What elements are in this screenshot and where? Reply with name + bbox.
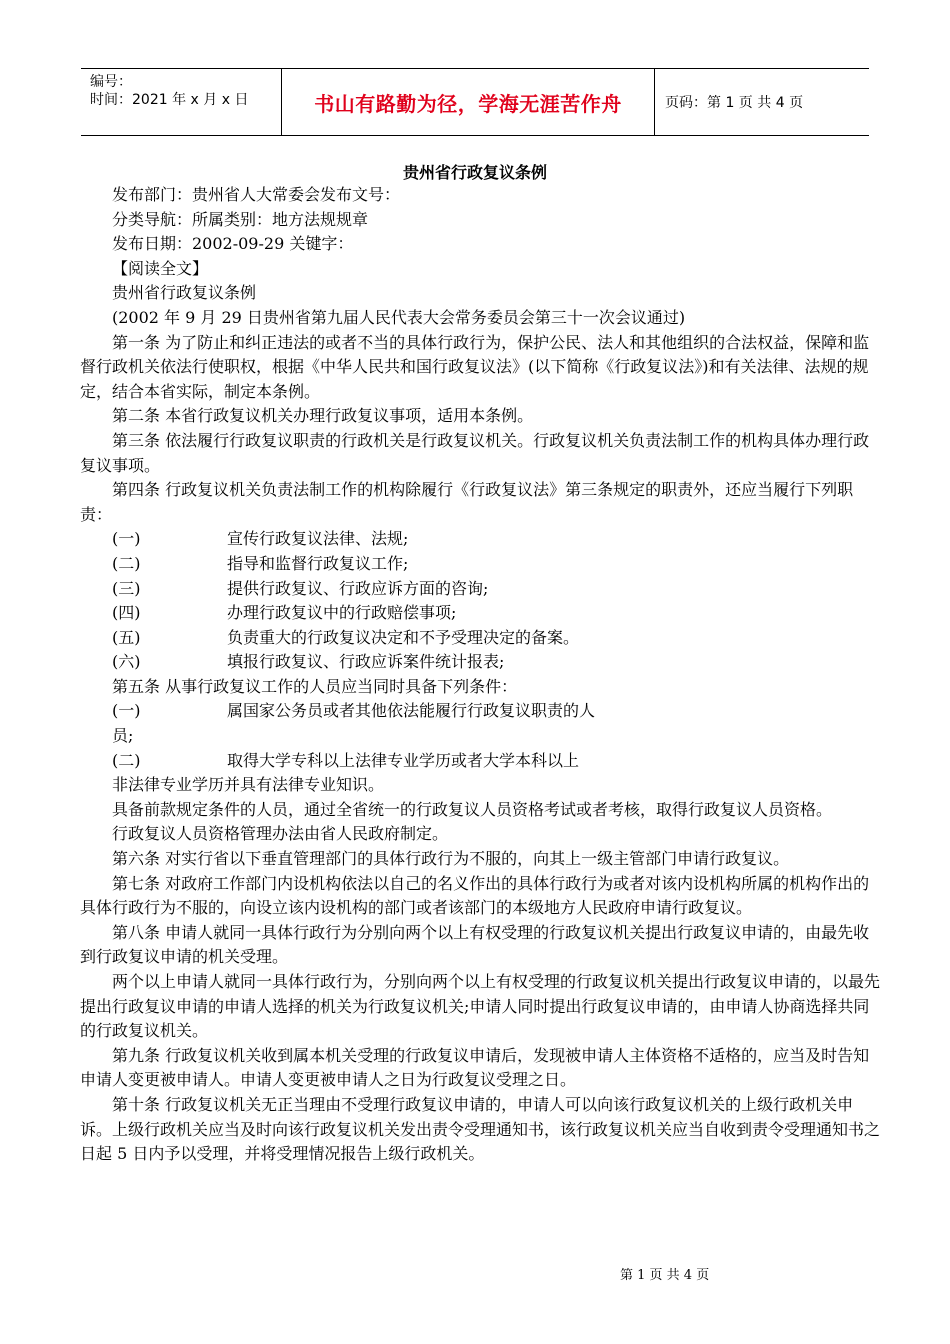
list-item-text: 取得大学专科以上法律专业学历或者大学本科以上 [227, 750, 580, 770]
document-number-label: 编号： [90, 74, 132, 90]
article-7: 第七条 对政府工作部门内设机构依法以自己的名义作出的具体行政行为或者对该内设机构所属的机构作出的具体行政行为不服的，向设立该内设机构的部门或者该部门的本级地方人民政府申请行政复议。 [80, 873, 870, 918]
paragraph: 行政复议人员资格管理办法由省人民政府制定。 [112, 824, 449, 844]
list-item-number: (五) [112, 627, 141, 647]
list-item-text: 指导和监督行政复议工作; [227, 553, 409, 573]
page-footer: 第 1 页 共 4 页 [620, 1268, 710, 1283]
list-item-text: 属国家公务员或者其他依法能履行行政复议职责的人 [227, 701, 596, 721]
article-10: 第十条 行政复议机关无正当理由不受理行政复议申请的，申请人可以向该行政复议机关的上级行政机关申诉。上级行政机关应当及时向该行政复议机关发出责令受理通知书，该行政复议机关应当自收到责令受理通知书之日起 5 日内予以受理，并将受理情况报告上级行政机关。 [80, 1094, 881, 1164]
article-3: 第三条 依法履行行政复议职责的行政机关是行政复议机关。行政复议机关负责法制工作的机构具体办理行政复议事项。 [80, 430, 870, 475]
list-item-text: 填报行政复议、行政应诉案件统计报表; [227, 652, 505, 672]
paragraph: 具备前款规定条件的人员，通过全省统一的行政复议人员资格考试或者考核，取得行政复议人员资格。 [112, 799, 833, 819]
list-item-number: (二) [112, 553, 141, 573]
header-page-info: 页码：第 1 页 共 4 页 [665, 95, 804, 111]
list-item [80, 527, 882, 552]
list-item [80, 626, 882, 651]
list-item-number: (二) [112, 750, 141, 770]
article-6: 第六条 对实行省以下垂直管理部门的具体行政行为不服的，向其上一级主管部门申请行政复议。 [112, 849, 790, 869]
paragraph: (2002 年 9 月 29 日贵州省第九届人民代表大会常务委员会第三十一次会议通过) [112, 307, 686, 327]
paragraph: 分类导航：所属类别：地方法规规章 [112, 209, 369, 229]
document-body [80, 183, 882, 1167]
article-4: 第四条 行政复议机关负责法制工作的机构除履行《行政复议法》第三条规定的职责外，还应当履行下列职责： [80, 480, 854, 524]
list-item-number: (一) [112, 701, 141, 721]
list-item-text: 办理行政复议中的行政赔偿事项; [227, 603, 457, 623]
list-item-number: (三) [112, 578, 141, 598]
paragraph: 两个以上申请人就同一具体行政行为，分别向两个以上有权受理的行政复议机关提出行政复议申请的，以最先提出行政复议申请的申请人选择的机关为行政复议机关;申请人同时提出行政复议申请的，由申请人协商选择共同的行政复议机关。 [80, 972, 881, 1041]
list-item [80, 699, 882, 724]
paragraph: 发布日期：2002-09-29 关键字： [112, 234, 354, 254]
article-5: 第五条 从事行政复议工作的人员应当同时具备下列条件： [112, 676, 518, 696]
list-item [80, 749, 882, 774]
header-motto: 书山有路勤为径，学海无涯苦作舟 [282, 69, 655, 135]
list-item-text: 宣传行政复议法律、法规; [227, 529, 409, 549]
list-item [80, 650, 882, 675]
paragraph: 发布部门：贵州省人大常委会发布文号： [112, 185, 401, 204]
list-item-number: (六) [112, 652, 141, 672]
header-meta [81, 69, 282, 135]
article-8: 第八条 申请人就同一具体行政行为分别向两个以上有权受理的行政复议机关提出行政复议申请的，由最先收到行政复议申请的机关受理。 [80, 922, 870, 967]
list-item-text: 提供行政复议、行政应诉方面的咨询; [227, 578, 489, 598]
list-item-text: 负责重大的行政复议决定和不予受理决定的备案。 [227, 627, 580, 647]
document-time-label: 时间：2021 年 x 月 x 日 [90, 92, 249, 108]
list-item-number: (四) [112, 603, 141, 623]
article-2: 第二条 本省行政复议机关办理行政复议事项，适用本条例。 [112, 406, 534, 426]
article-1: 第一条 为了防止和纠正违法的或者不当的具体行政行为，保护公民、法人和其他组织的合法权益，保障和监督行政机关依法行使职权，根据《中华人民共和国行政复议法》(以下简称《行政复议法》)和有关法律、法规的规定，结合本省实际，制定本条例。 [80, 332, 870, 401]
list-item [80, 552, 882, 577]
page-header [81, 68, 869, 136]
list-item-number: (一) [112, 529, 141, 549]
list-item [80, 577, 882, 602]
document-title: 贵州省行政复议条例 [402, 163, 547, 182]
list-item [80, 601, 882, 626]
list-item-continuation: 非法律专业学历并具有法律专业知识。 [112, 775, 385, 795]
list-item-continuation: 员; [112, 726, 134, 746]
read-full-text-link[interactable]: 【阅读全文】 [112, 258, 209, 278]
paragraph: 贵州省行政复议条例 [112, 283, 257, 303]
article-9: 第九条 行政复议机关收到属本机关受理的行政复议申请后，发现被申请人主体资格不适格的，应当及时告知申请人变更被申请人。申请人变更被申请人之日为行政复议受理之日。 [80, 1045, 870, 1090]
